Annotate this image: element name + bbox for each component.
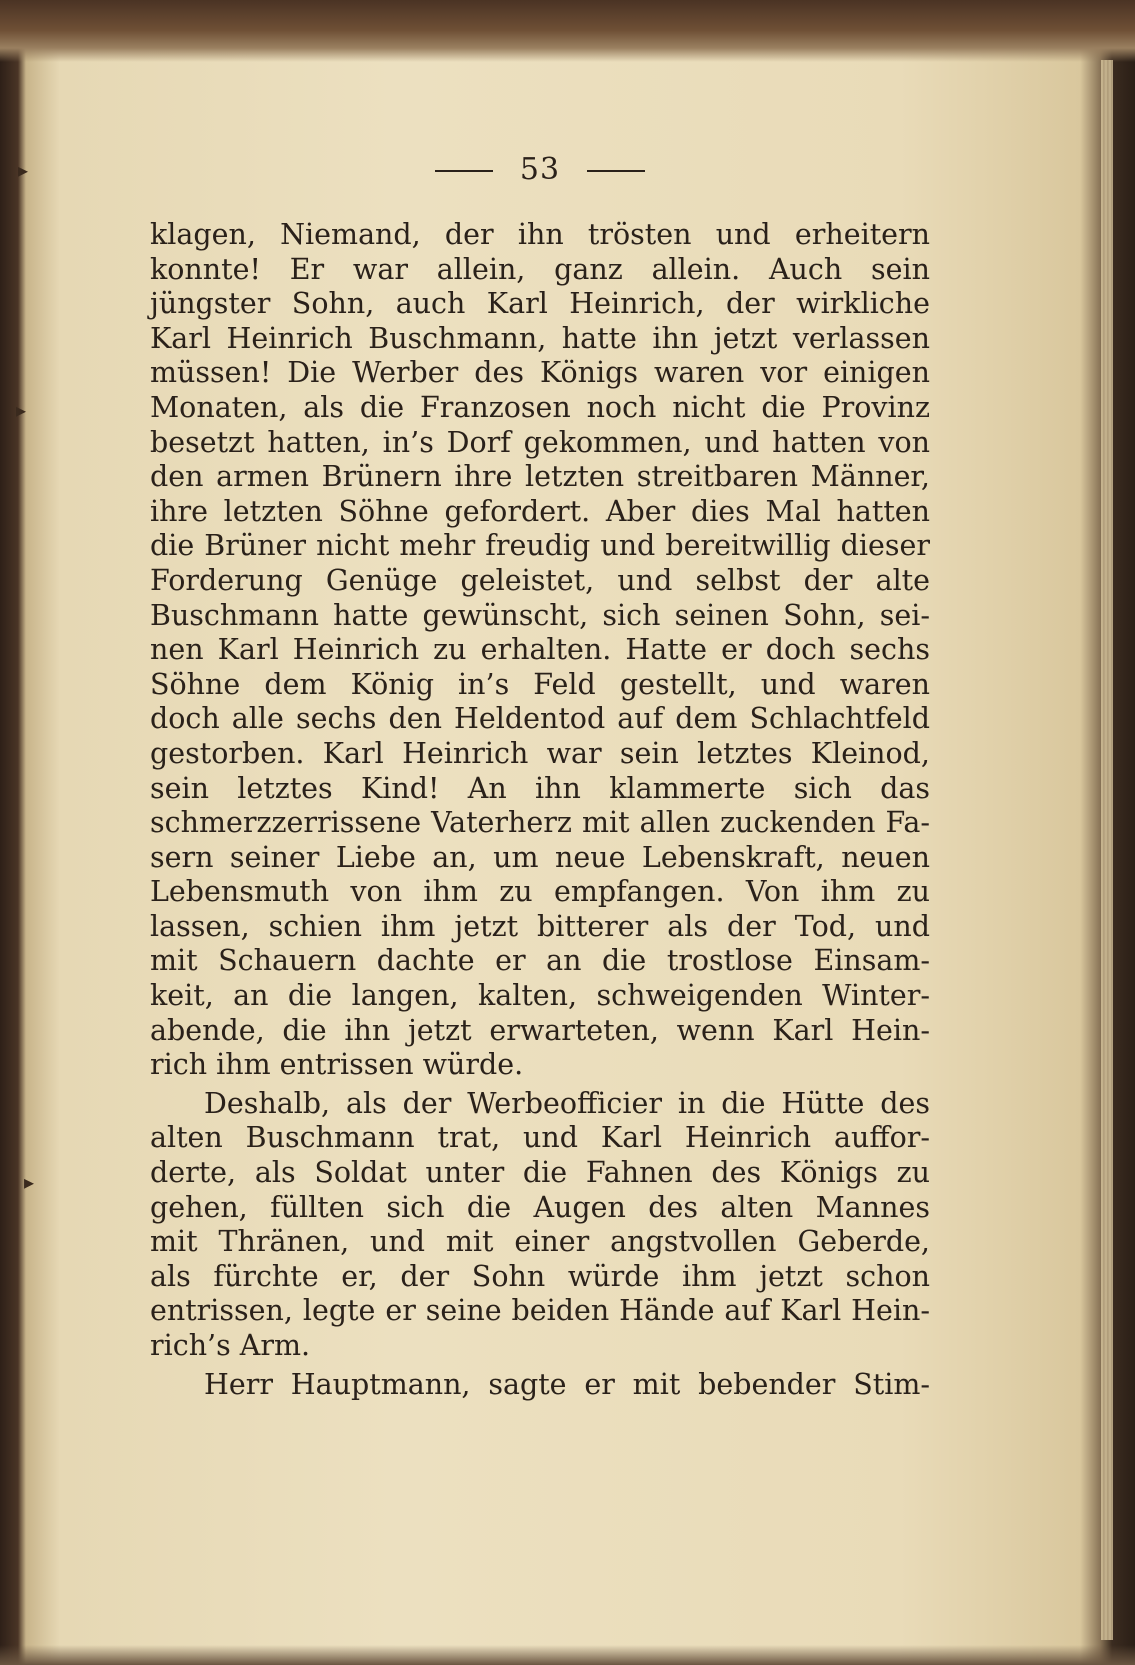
text-line: rich ihm entrissen würde. (150, 1048, 524, 1082)
book-bottom-edge (0, 1645, 1135, 1665)
header-dash-right (587, 170, 645, 172)
paragraph-2 (150, 1087, 930, 1364)
book-top-edge (0, 0, 1135, 62)
text-line: klagen, Niemand, der ihn trösten und erheitern (150, 218, 930, 251)
margin-tick-icon: ▸ (24, 1170, 35, 1194)
text-line: derte, als Soldat unter die Fahnen des Königs zu (150, 1156, 930, 1190)
text-line: entrissen, legte er seine beiden Hände auf Karl Hein- (150, 1294, 930, 1328)
page-header (150, 150, 930, 190)
page-number: 53 (519, 152, 561, 187)
text-line: besetzt hatten, in’s Dorf gekommen, und hatten von (150, 425, 930, 459)
text-line: schmerzzerrissene Vaterherz mit allen zuckenden Fa- (150, 806, 930, 840)
page-body (150, 150, 930, 1402)
text-line: sein letztes Kind! An ihn klammerte sich das (150, 771, 930, 805)
header-dash-left (435, 170, 493, 172)
margin-tick-icon: ▸ (18, 158, 29, 182)
text-line: Herr Hauptmann, sagte er mit bebender Stim- (204, 1367, 930, 1401)
text-line: ihre letzten Söhne gefordert. Aber dies Mal hatten (150, 494, 930, 528)
text-line: Monaten, als die Franzosen noch nicht die Provinz (150, 390, 930, 424)
text-line: Söhne dem König in’s Feld gestellt, und waren (150, 667, 930, 701)
text-line: müssen! Die Werber des Königs waren vor einigen (150, 356, 930, 390)
text-line: rich’s Arm. (150, 1329, 311, 1362)
text-line: konnte! Er war allein, ganz allein. Auch sein (150, 252, 930, 286)
text-line: den armen Brünern ihre letzten streitbaren Männer, (150, 460, 930, 494)
text-line: keit, an die langen, kalten, schweigenden Winter- (150, 979, 930, 1013)
text-line: nen Karl Heinrich zu erhalten. Hatte er doch sechs (150, 633, 930, 667)
text-line: jüngster Sohn, auch Karl Heinrich, der wirkliche (150, 287, 930, 321)
paragraph-1 (150, 218, 930, 1083)
margin-tick-icon: ▸ (16, 398, 27, 422)
text-line: alten Buschmann trat, und Karl Heinrich auffor- (150, 1121, 930, 1155)
text-line: doch alle sechs den Heldentod auf dem Schlachtfeld (150, 702, 930, 736)
page-stack-edge (1101, 60, 1113, 1640)
text-line: Deshalb, als der Werbeofficier in die Hütte des (204, 1086, 930, 1120)
text-line: mit Schauern dachte er an die trostlose Einsam- (150, 944, 930, 978)
text-line: Buschmann hatte gewünscht, sich seinen Sohn, sei- (150, 598, 930, 632)
text-line: Lebensmuth von ihm zu empfangen. Von ihm zu (150, 875, 930, 909)
text-line: die Brüner nicht mehr freudig und bereitwillig dieser (150, 529, 930, 563)
text-line: mit Thränen, und mit einer angstvollen Geberde, (150, 1225, 930, 1259)
text-line: lassen, schien ihm jetzt bitterer als der Tod, und (150, 909, 930, 943)
text-line: sern seiner Liebe an, um neue Lebenskraft, neuen (150, 840, 930, 874)
paragraph-3 (150, 1368, 930, 1403)
text-line: Forderung Genüge geleistet, und selbst der alte (150, 563, 930, 597)
text-line: Karl Heinrich Buschmann, hatte ihn jetzt verlassen (150, 321, 930, 355)
text-line: als fürchte er, der Sohn würde ihm jetzt schon (150, 1259, 930, 1293)
text-line: gestorben. Karl Heinrich war sein letztes Kleinod, (150, 736, 930, 770)
text-line: abende, die ihn jetzt erwarteten, wenn Karl Hein- (150, 1013, 930, 1047)
text-line: gehen, füllten sich die Augen des alten Mannes (150, 1190, 930, 1224)
